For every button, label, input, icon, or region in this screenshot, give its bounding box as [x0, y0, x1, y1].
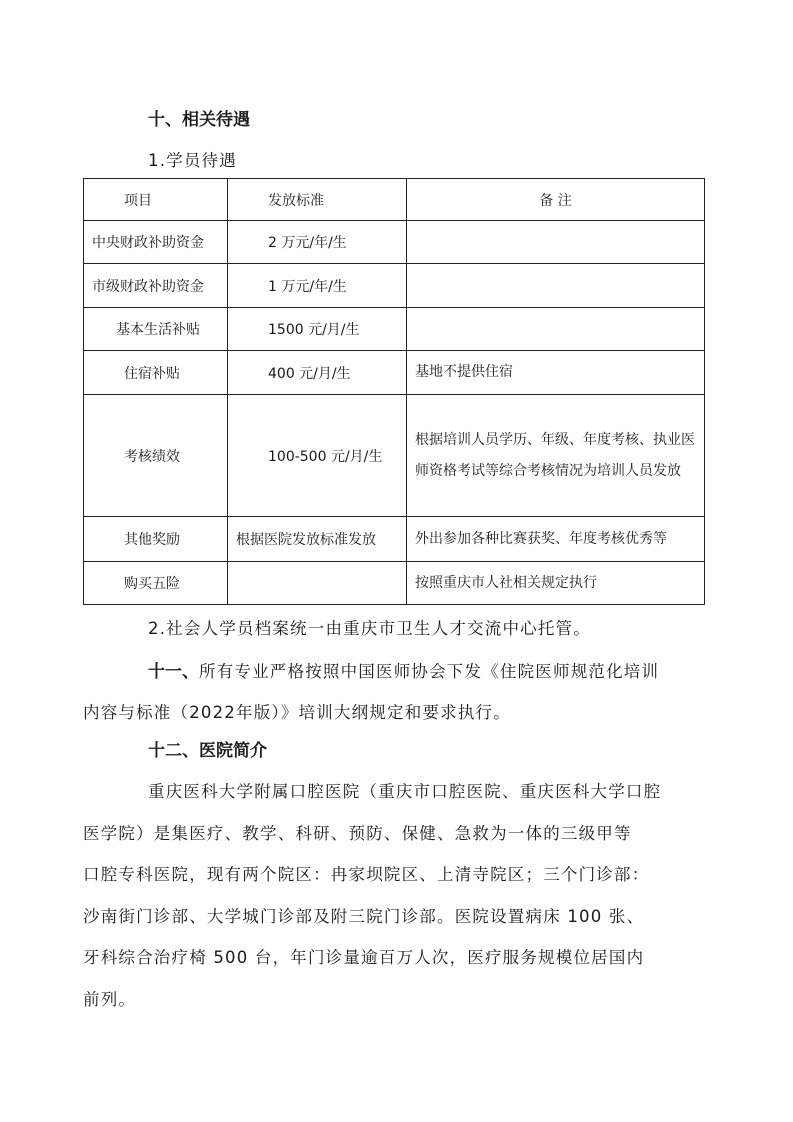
row-note: 按照重庆市人社相关规定执行 — [407, 562, 705, 605]
row-standard: 2 万元/年/生 — [228, 221, 407, 264]
subsection-1-title: 1.学员待遇 — [148, 151, 237, 170]
row-item: 市级财政补助资金 — [84, 264, 228, 308]
row-standard: 根据医院发放标准发放 — [228, 517, 407, 562]
section-11-line-1 — [148, 657, 659, 682]
table-header-row — [84, 179, 705, 221]
row-item: 基本生活补贴 — [84, 308, 228, 351]
row-note — [407, 308, 705, 351]
section-11-text-1: 所有专业严格按照中国医师协会下发《住院医师规范化培训 — [199, 662, 660, 681]
row-standard: 1500 元/月/生 — [228, 308, 407, 351]
header-item: 项目 — [84, 179, 228, 221]
row-item: 其他奖励 — [84, 517, 228, 562]
section-11-line-2: 内容与标准（2022年版）》培训大纲规定和要求执行。 — [83, 703, 511, 722]
row-item: 住宿补贴 — [84, 351, 228, 395]
table-row — [84, 351, 705, 395]
header-standard: 发放标准 — [228, 179, 407, 221]
intro-line: 医学院）是集医疗、教学、科研、预防、保健、急救为一体的三级甲等 — [83, 824, 632, 843]
row-note: 外出参加各种比赛获奖、年度考核优秀等 — [407, 517, 705, 562]
row-item: 购买五险 — [84, 562, 228, 605]
intro-line: 沙南街门诊部、大学城门诊部及附三院门诊部。医院设置病床 100 张、 — [83, 907, 645, 926]
benefits-table — [83, 178, 705, 605]
table-row — [84, 395, 705, 517]
intro-line: 口腔专科医院，现有两个院区：冉家坝院区、上清寺院区；三个门诊部： — [83, 865, 650, 884]
section-12-heading: 十二、医院简介 — [148, 741, 267, 761]
table-row — [84, 562, 705, 605]
row-standard: 100-500 元/月/生 — [228, 395, 407, 517]
row-note: 基地不提供住宿 — [407, 351, 705, 395]
row-standard: 400 元/月/生 — [228, 351, 407, 395]
intro-line: 重庆医科大学附属口腔医院（重庆市口腔医院、重庆医科大学口腔 — [148, 782, 662, 801]
subsection-2-text: 2.社会人学员档案统一由重庆市卫生人才交流中心托管。 — [148, 619, 591, 638]
table-row — [84, 264, 705, 308]
intro-line: 牙科综合治疗椅 500 台，年门诊量逾百万人次，医疗服务规模位居国内 — [83, 948, 645, 967]
section-11-heading: 十一、 — [148, 662, 199, 682]
row-note — [407, 221, 705, 264]
header-note: 备 注 — [407, 179, 705, 221]
row-note: 根据培训人员学历、年级、年度考核、执业医师资格考试等综合考核情况为培训人员发放 — [407, 395, 705, 517]
section-10-heading: 十、相关待遇 — [148, 110, 250, 130]
table-row — [84, 308, 705, 351]
table-row — [84, 517, 705, 562]
row-standard — [228, 562, 407, 605]
row-item: 考核绩效 — [84, 395, 228, 517]
row-item: 中央财政补助资金 — [84, 221, 228, 264]
intro-line: 前列。 — [83, 990, 137, 1009]
row-standard: 1 万元/年/生 — [228, 264, 407, 308]
table-row — [84, 221, 705, 264]
row-note — [407, 264, 705, 308]
